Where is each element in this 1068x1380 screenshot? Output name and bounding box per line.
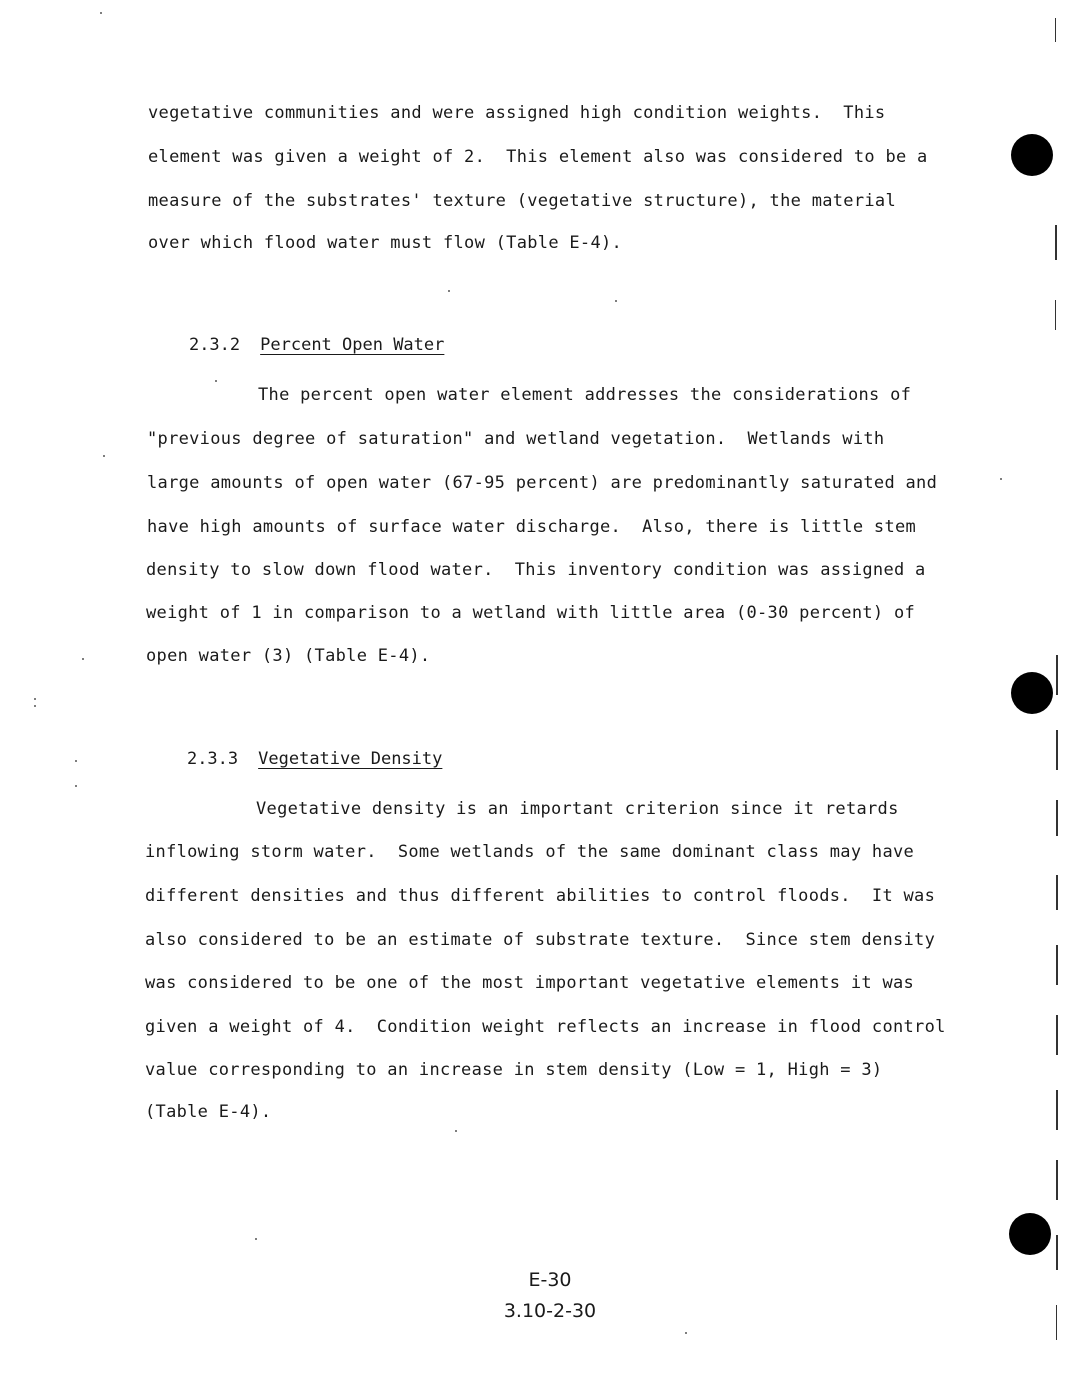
text-line: value corresponding to an increase in stem density (Low = 1, High = 3): [145, 1060, 883, 1080]
text-line: element was given a weight of 2. This element also was considered to be a: [148, 147, 928, 167]
scan-speck-icon: [34, 698, 36, 700]
text-line: have high amounts of surface water discharge. Also, there is little stem: [147, 517, 917, 537]
section-title: Vegetative Density: [258, 749, 443, 769]
text-line: "previous degree of saturation" and wetland vegetation. Wetlands with: [147, 429, 885, 449]
document-number: 3.10-2-30: [503, 1300, 597, 1322]
text-line: different densities and thus different abilities to control floods. It was: [145, 886, 936, 906]
scan-speck-icon: [685, 1332, 687, 1334]
scan-mark-icon: [1056, 800, 1058, 836]
scan-mark-icon: [1056, 1090, 1058, 1130]
text-line: density to slow down flood water. This inventory condition was assigned a: [146, 560, 926, 580]
page-label: E-30: [528, 1269, 572, 1291]
scan-mark-icon: [1055, 18, 1056, 42]
scan-mark-icon: [1056, 1235, 1058, 1270]
scan-mark-icon: [1056, 875, 1058, 910]
punch-hole-icon: [1009, 1213, 1051, 1255]
text-line: was considered to be one of the most important vegetative elements it was: [145, 973, 915, 993]
text-line: Vegetative density is an important criterion since it retards: [256, 799, 899, 819]
punch-hole-icon: [1011, 672, 1053, 714]
scan-speck-icon: [215, 380, 217, 382]
scan-speck-icon: [255, 1238, 257, 1240]
section-heading-2-3-2: [148, 320, 444, 371]
scan-mark-icon: [1055, 300, 1056, 330]
section-number: 2.3.2: [188, 335, 241, 355]
scan-speck-icon: [75, 760, 77, 762]
scan-speck-icon: [455, 1130, 457, 1132]
scan-speck-icon: [615, 300, 617, 302]
text-line: over which flood water must flow (Table E-4).: [148, 233, 623, 253]
scan-speck-icon: [34, 705, 36, 707]
text-line: vegetative communities and were assigned high condition weights. This: [148, 103, 886, 123]
scan-mark-icon: [1056, 730, 1058, 770]
text-line: large amounts of open water (67-95 percent) are predominantly saturated and: [147, 473, 938, 493]
scan-mark-icon: [1055, 225, 1057, 260]
text-line: The percent open water element addresses the considerations of: [258, 385, 912, 405]
text-line: inflowing storm water. Some wetlands of the same dominant class may have: [145, 842, 915, 862]
scan-speck-icon: [1000, 478, 1002, 480]
scan-mark-icon: [1056, 655, 1058, 695]
text-line: given a weight of 4. Condition weight reflects an increase in flood control: [145, 1017, 946, 1037]
text-line: weight of 1 in comparison to a wetland with little area (0-30 percent) of: [146, 603, 916, 623]
scan-speck-icon: [448, 290, 450, 292]
scan-speck-icon: [103, 455, 105, 457]
scan-speck-icon: [75, 785, 77, 787]
text-line: open water (3) (Table E-4).: [146, 646, 431, 666]
scan-mark-icon: [1056, 1305, 1057, 1340]
punch-hole-icon: [1011, 134, 1053, 176]
scan-mark-icon: [1056, 1160, 1058, 1200]
text-line: (Table E-4).: [145, 1102, 272, 1122]
scan-mark-icon: [1056, 1015, 1058, 1055]
text-line: measure of the substrates' texture (vegetative structure), the material: [148, 191, 896, 211]
scan-speck-icon: [82, 658, 84, 660]
scan-mark-icon: [1056, 945, 1058, 985]
section-heading-2-3-3: [146, 734, 442, 785]
section-title: Percent Open Water: [260, 335, 445, 355]
section-number: 2.3.3: [186, 749, 239, 769]
text-line: also considered to be an estimate of substrate texture. Since stem density: [145, 930, 936, 950]
scan-speck-icon: [100, 12, 102, 14]
